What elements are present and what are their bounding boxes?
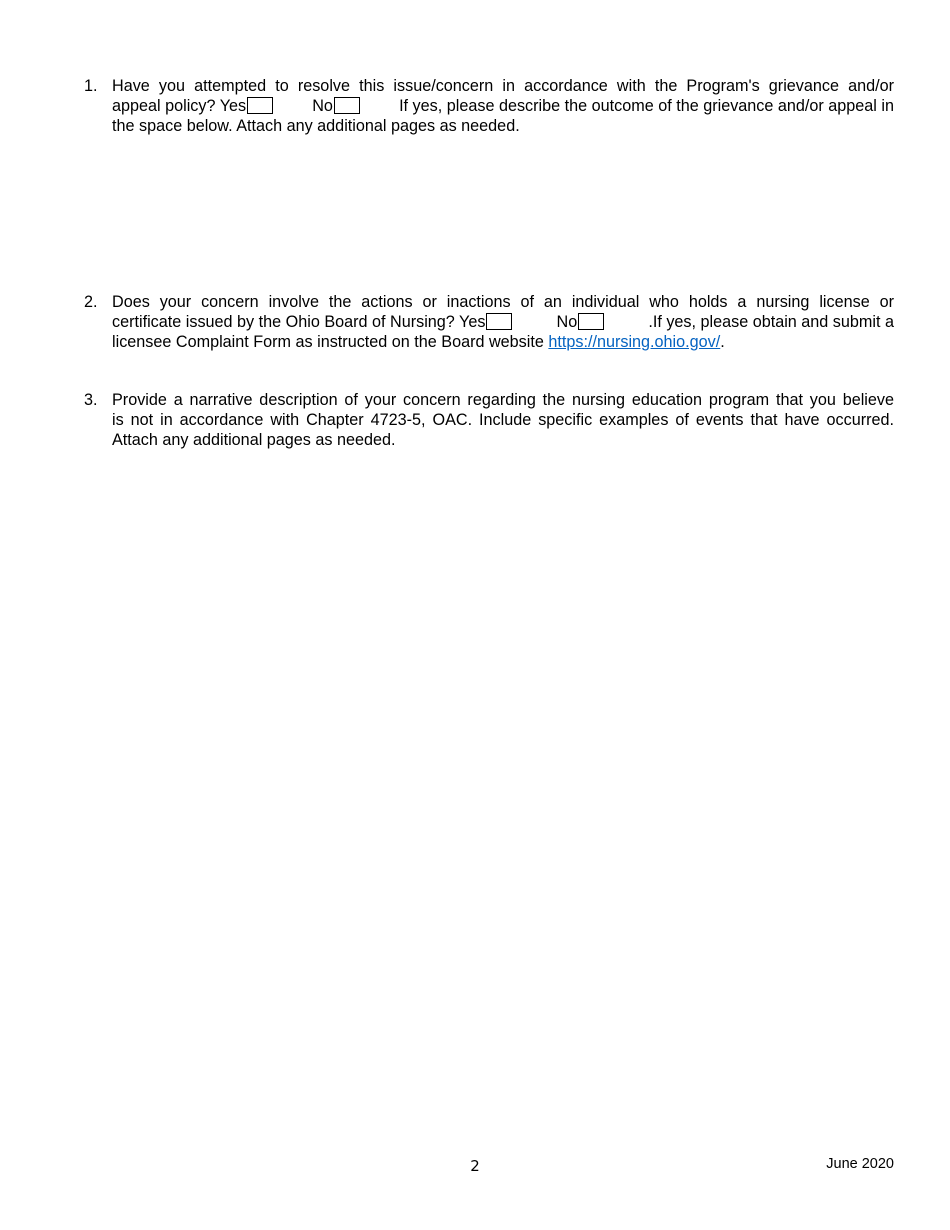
question-line: Provide a narrative description of your concern regarding the nursing education program that you believe [112,391,894,409]
question-text [112,390,894,450]
question-line: licensee Complaint Form as instructed on the Board website https://nursing.ohio.gov/. [112,333,725,351]
revision-date: June 2020 [826,1156,894,1172]
yes-label: certificate issued by the Ohio Board of Nursing? Yes [112,313,486,331]
question-line: Have you attempted to resolve this issue/concern in accordance with the Program's grievance and/or [112,77,894,95]
question-line: Attach any additional pages as needed. [112,431,396,449]
question-text [112,292,894,352]
page-number: 2 [470,1157,480,1175]
yes-checkbox[interactable] [486,313,512,330]
question-line-text: .If yes, please obtain and submit a [648,313,894,331]
yes-label: appeal policy? Yes [112,97,247,115]
question-line-text: If yes, please describe the outcome of the grievance and/or appeal in [399,97,894,115]
no-checkbox[interactable] [334,97,360,114]
yes-checkbox[interactable] [247,97,273,114]
question-3 [84,390,894,450]
question-2 [84,292,894,352]
question-number: 3. [84,391,98,409]
question-line: is not in accordance with Chapter 4723-5, OAC. Include specific examples of events that have occurred. [112,411,894,429]
question-line [112,312,894,332]
question-text [112,76,894,136]
board-website-link[interactable]: https://nursing.ohio.gov/ [548,333,721,351]
question-1 [84,76,894,136]
question-line [112,96,894,116]
question-number: 1. [84,77,98,95]
no-label: No [312,97,333,115]
question-line: the space below. Attach any additional pages as needed. [112,117,520,135]
question-line: Does your concern involve the actions or inactions of an individual who holds a nursing license or [112,293,894,311]
no-checkbox[interactable] [578,313,604,330]
no-label: No [556,313,578,331]
question-number: 2. [84,293,98,311]
